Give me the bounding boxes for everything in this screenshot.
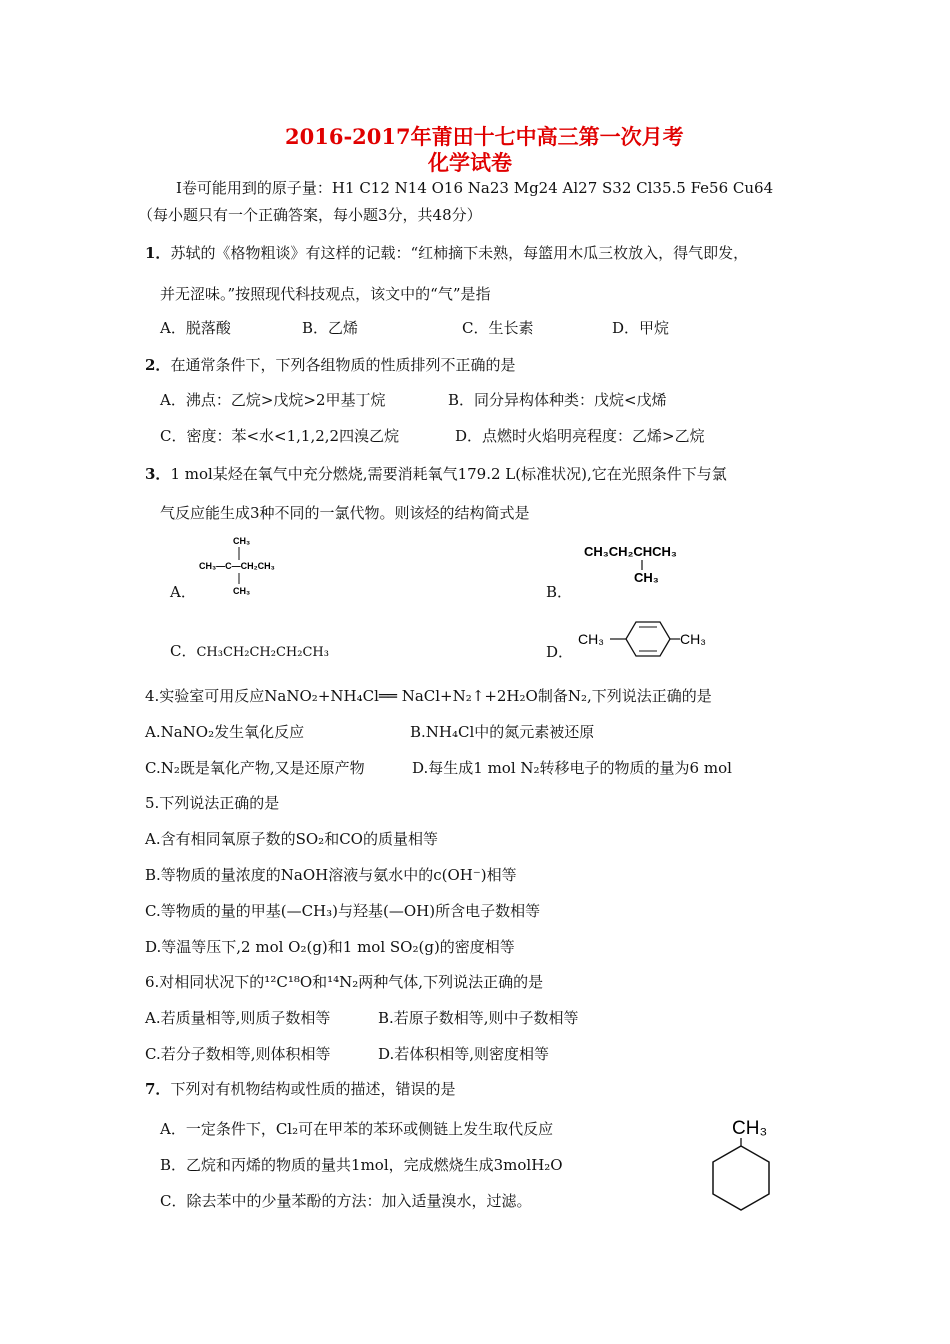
q3-option-b-structure — [582, 540, 692, 588]
q2-option-b: B．同分异构体种类：戊烷<戊烯 — [448, 391, 667, 409]
question-3-line2: 气反应能生成3种不同的一氯代物。则该烃的结构简式是 — [160, 504, 530, 522]
q3-option-a-structure — [196, 532, 306, 600]
instruction-line: （每小题只有一个正确答案，每小题3分，共48分） — [138, 206, 482, 224]
atomic-masses-line: I卷可能用到的原子量：H1 C12 N14 O16 Na23 Mg24 Al27 S32 Cl35.5 Fe56 Cu64 — [176, 179, 774, 197]
q5-option-c: C.等物质的量的甲基(—CH₃)与羟基(—OH)所含电子数相等 — [145, 902, 541, 920]
q3-option-d-structure — [576, 614, 716, 664]
q3-option-c — [170, 641, 329, 663]
q4-option-d: D.每生成1 mol N₂转移电子的物质的量为6 mol — [412, 759, 732, 777]
q3-option-d-label: D． — [546, 643, 574, 661]
q7-option-c: C．除去苯中的少量苯酚的方法：加入适量溴水，过滤。 — [160, 1192, 532, 1210]
page-title: 2016-2017年莆田十七中高三第一次月考 — [285, 124, 684, 149]
question-stem: 在通常条件下，下列各组物质的性质排列不正确的是 — [170, 356, 516, 374]
q3-option-c-formula: CH₃CH₂CH₂CH₂CH₃ — [196, 645, 329, 660]
q7-structure-methylcyclohexane — [700, 1112, 790, 1217]
question-stem: 下列对有机物结构或性质的描述，错误的是 — [170, 1080, 456, 1098]
question-stem: 苏轼的《格物粗谈》有这样的记载：“红柿摘下未熟，每篮用木瓜三枚放入，得气即发， — [170, 244, 749, 262]
q5-option-a: A.含有相同氧原子数的SO₂和CO的质量相等 — [145, 830, 438, 848]
q1-option-a: A．脱落酸 — [160, 319, 231, 337]
question-stem: 1 mol某烃在氧气中充分燃烧,需要消耗氧气179.2 L(标准状况),它在光照条件下与氯 — [170, 465, 727, 483]
q5-option-d: D.等温等压下,2 mol O₂(g)和1 mol SO₂(g)的密度相等 — [145, 938, 515, 956]
q1-option-d: D．甲烷 — [612, 319, 670, 337]
q3-option-c-label: C． — [170, 642, 197, 660]
question-1-line2: 并无涩味。”按照现代科技观点，该文中的“气”是指 — [160, 285, 491, 303]
q2-option-d: D．点燃时火焰明亮程度：乙烯>乙烷 — [455, 427, 705, 445]
q7-option-a: A．一定条件下，Cl₂可在甲苯的苯环或侧链上发生取代反应 — [160, 1120, 554, 1138]
question-6: 6.对相同状况下的¹²C¹⁸O和¹⁴N₂两种气体,下列说法正确的是 — [145, 973, 544, 991]
question-2 — [145, 355, 515, 375]
struct-a-top: CH₃ — [233, 536, 251, 546]
q7-option-b: B．乙烷和丙烯的物质的量共1mol，完成燃烧生成3molH₂O — [160, 1156, 563, 1174]
question-number: 1． — [145, 244, 171, 262]
struct-b-main: CH₃CH₂CHCH₃ — [584, 544, 677, 559]
struct-7-label: CH₃ — [732, 1118, 768, 1139]
struct-d-right: CH₃ — [680, 631, 706, 647]
question-number: 7． — [145, 1080, 171, 1098]
q6-option-a: A.若质量相等,则质子数相等 — [145, 1009, 331, 1027]
q4-option-b: B.NH₄Cl中的氮元素被还原 — [410, 723, 595, 741]
q4-option-c: C.N₂既是氧化产物,又是还原产物 — [145, 759, 365, 777]
q2-option-a: A．沸点：乙烷>戊烷>2甲基丁烷 — [160, 391, 386, 409]
q3-option-a-label: A． — [170, 583, 196, 601]
struct-a-main: CH₃—C—CH₂CH₃ — [199, 561, 275, 571]
q2-option-c: C．密度：苯<水<1,1,2,2四溴乙烷 — [160, 427, 400, 445]
page-subtitle: 化学试卷 — [428, 150, 512, 175]
q6-option-d: D.若体积相等,则密度相等 — [378, 1045, 550, 1063]
struct-d-left: CH₃ — [578, 631, 604, 647]
q1-option-c: C．生长素 — [462, 319, 534, 337]
q4-option-a: A.NaNO₂发生氧化反应 — [145, 723, 305, 741]
question-number: 3． — [145, 465, 171, 483]
q6-option-c: C.若分子数相等,则体积相等 — [145, 1045, 331, 1063]
question-3 — [145, 464, 727, 484]
q3-option-b-label: B． — [546, 583, 573, 601]
question-4: 4.实验室可用反应NaNO₂+NH₄Cl══ NaCl+N₂↑+2H₂O制备N₂,下列说法正确的是 — [145, 687, 712, 705]
q6-option-b: B.若原子数相等,则中子数相等 — [378, 1009, 579, 1027]
struct-a-bottom: CH₃ — [233, 586, 251, 596]
struct-b-branch: CH₃ — [634, 570, 659, 585]
question-1 — [145, 243, 748, 263]
question-5: 5.下列说法正确的是 — [145, 794, 280, 812]
q1-option-b: B．乙烯 — [302, 319, 359, 337]
q5-option-b: B.等物质的量浓度的NaOH溶液与氨水中的c(OH⁻)相等 — [145, 866, 517, 884]
question-number: 2． — [145, 356, 171, 374]
question-7 — [145, 1079, 455, 1099]
